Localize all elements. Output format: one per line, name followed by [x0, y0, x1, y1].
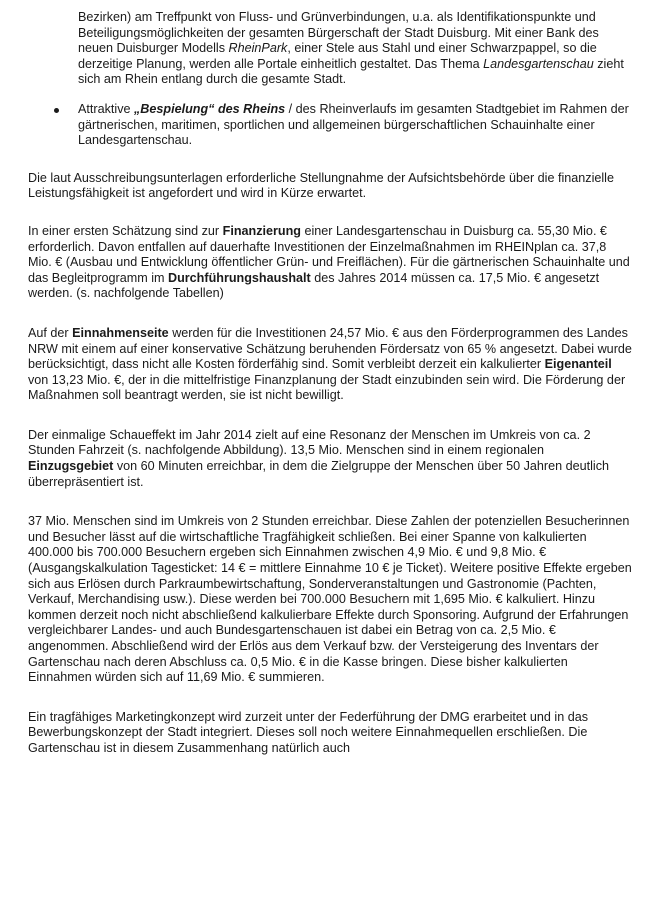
bold-finanzierung: Finanzierung: [222, 223, 301, 238]
bullet-item-bespielung: [28, 102, 632, 149]
text-run: Bezirken) am Treffpunkt von Fluss- und Grünverbindungen, u.a. als Identifikationspunkte und Beteiligungsmöglichkeiten der gesamten Bürgerschaft der Stadt Duisburg. Mit einer Bank des neuen Duisburger Modells: [78, 10, 599, 56]
text-run: zieht sich am Rhein entlang durch die gesamte Stadt.: [78, 56, 624, 87]
paragraph-besucher: [28, 514, 632, 686]
text-run: 37 Mio. Menschen sind im Umkreis von 2 Stunden erreichbar. Diese Zahlen der potenziellen Besucherinnen und Besucher lässt auf die wirtschaftliche Tragfähigkeit schließen. Bei einer Spanne von kalkulierten 400.000 bis 700.000 Besuchern ergeben sich Einnahmen zwischen 4,9 Mio. € und 9,8 Mio. € (Ausgangskalkulation Tagesticket: 14 € = mittlere Einnahme 10 € je Ticket). Weitere positive Effekte ergeben sich aus Erlösen durch Parkraumbewirtschaftung, Sonderveranstaltungen und Gastronomie (Pachten, Verkauf, Merchandising usw.). Diese werden bei 700.000 Besuchern mit 1,695 Mio. € kalkuliert. Hinzu kommen derzeit noch nicht abschließend kalkulierbare Effekte durch Sponsoring. Aufgrund der Erfahrungen vergleichbarer Landes- und auch Bundesgartenschauen ist dabei ein Betrag von ca. 2,5 Mio. € angenommen. Abschließend wird der Erlös aus dem Verkauf bzw. der Versteigerung des Inventars der Gartenschau nach deren Abschluss ca. 0,5 Mio. € in die Kasse bringen. Diese bisher kalkulierten Einnahmen würden sich auf 11,69 Mio. € summieren.: [28, 514, 632, 685]
bold-einnahmenseite: Einnahmenseite: [72, 325, 169, 340]
bold-eigenanteil: Eigenanteil: [544, 357, 612, 372]
bold-durchfuehrungshaushalt: Durchführungshaushalt: [167, 270, 311, 285]
text-run: Attraktive: [78, 101, 134, 116]
bullet-dot-icon: [54, 108, 59, 113]
paragraph-stellungnahme: [28, 171, 632, 202]
text-run: Die laut Ausschreibungsunterlagen erforderliche Stellungnahme der Aufsichtsbehörde über die finanzielle Leistungsfähigkeit ist angefordert und wird in Kürze erwartet.: [28, 170, 614, 201]
bold-italic-bespielung: „Bespielung“ des Rheins: [134, 101, 286, 116]
text-run: In einer ersten Schätzung sind zur: [28, 223, 223, 238]
text-run: / des Rheinverlaufs im gesamten Stadtgebiet im Rahmen der gärtnerischen, maritimen, sportlichen und allgemeinen bürgerschaftlichen Schauinhalte einer Landesgartenschau.: [78, 101, 629, 148]
text-run: von 60 Minuten erreichbar, in dem die Zielgruppe der Menschen über 50 Jahren deutlich überrepräsentiert ist.: [28, 459, 610, 489]
paragraph-schaueffekt: [28, 428, 632, 490]
paragraph-portale: [28, 10, 632, 88]
bold-einzugsgebiet: Einzugsgebiet: [28, 459, 114, 474]
text-run: des Jahres 2014 müssen ca. 17,5 Mio. € angesetzt werden. (s. nachfolgende Tabellen): [28, 270, 600, 301]
text-run: , einer Stele aus Stahl und einer Schwarzpappel, so die derzeitige Planung, werden alle Portale einheitlich gestaltet. Das Thema: [78, 41, 597, 71]
text-run: Auf der: [28, 325, 73, 340]
text-run: Der einmalige Schaueffekt im Jahr 2014 zielt auf eine Resonanz der Menschen im Umkreis von ca. 2 Stunden Fahrzeit (s. nachfolgende Abbildung). 13,5 Mio. Menschen sind in einem regionalen: [28, 427, 591, 458]
bullet-text: [78, 102, 632, 149]
text-run: werden für die Investitionen 24,57 Mio. € aus den Förderprogrammen des Landes NRW mit einem auf einer konservative Schätzung beruhenden Fördersatz von 65 % angesetzt. Dabei wurde berücksichtigt, dass nicht alle Kosten förderfähig sind. Somit verbleibt derzeit ein kalkulierter: [28, 325, 632, 372]
text-run: Ein tragfähiges Marketingkonzept wird zurzeit unter der Federführung der DMG erarbeitet und in das Bewerbungskonzept der Stadt integriert. Dieses soll noch weitere Einnahmequellen erschließen. Die Gartenschau ist in diesem Zusammenhang natürlich auch: [28, 709, 589, 755]
italic-rheinpark: RheinPark: [228, 41, 288, 56]
paragraph-finanzierung: [28, 224, 632, 302]
text-run: von 13,23 Mio. €, der in die mittelfristige Finanzplanung der Stadt einzubinden sein wird. Die Förderung der Maßnahmen soll beantragt werden, sie ist nicht bewilligt.: [28, 372, 626, 403]
paragraph-einnahmenseite: [28, 326, 632, 404]
text-run: einer Landesgartenschau in Duisburg ca. 55,30 Mio. € erforderlich. Davon entfallen auf dauerhafte Investitionen der Einzelmaßnahmen im RHEINplan ca. 37,8 Mio. € (Ausbau und Entwicklung öffentlicher Grün- und Freiflächen). Für die gärtnerischen Schauinhalte und das Begleitprogramm im: [28, 223, 630, 285]
italic-landesgartenschau: Landesgartenschau: [483, 56, 594, 71]
paragraph-marketing: [28, 710, 632, 757]
